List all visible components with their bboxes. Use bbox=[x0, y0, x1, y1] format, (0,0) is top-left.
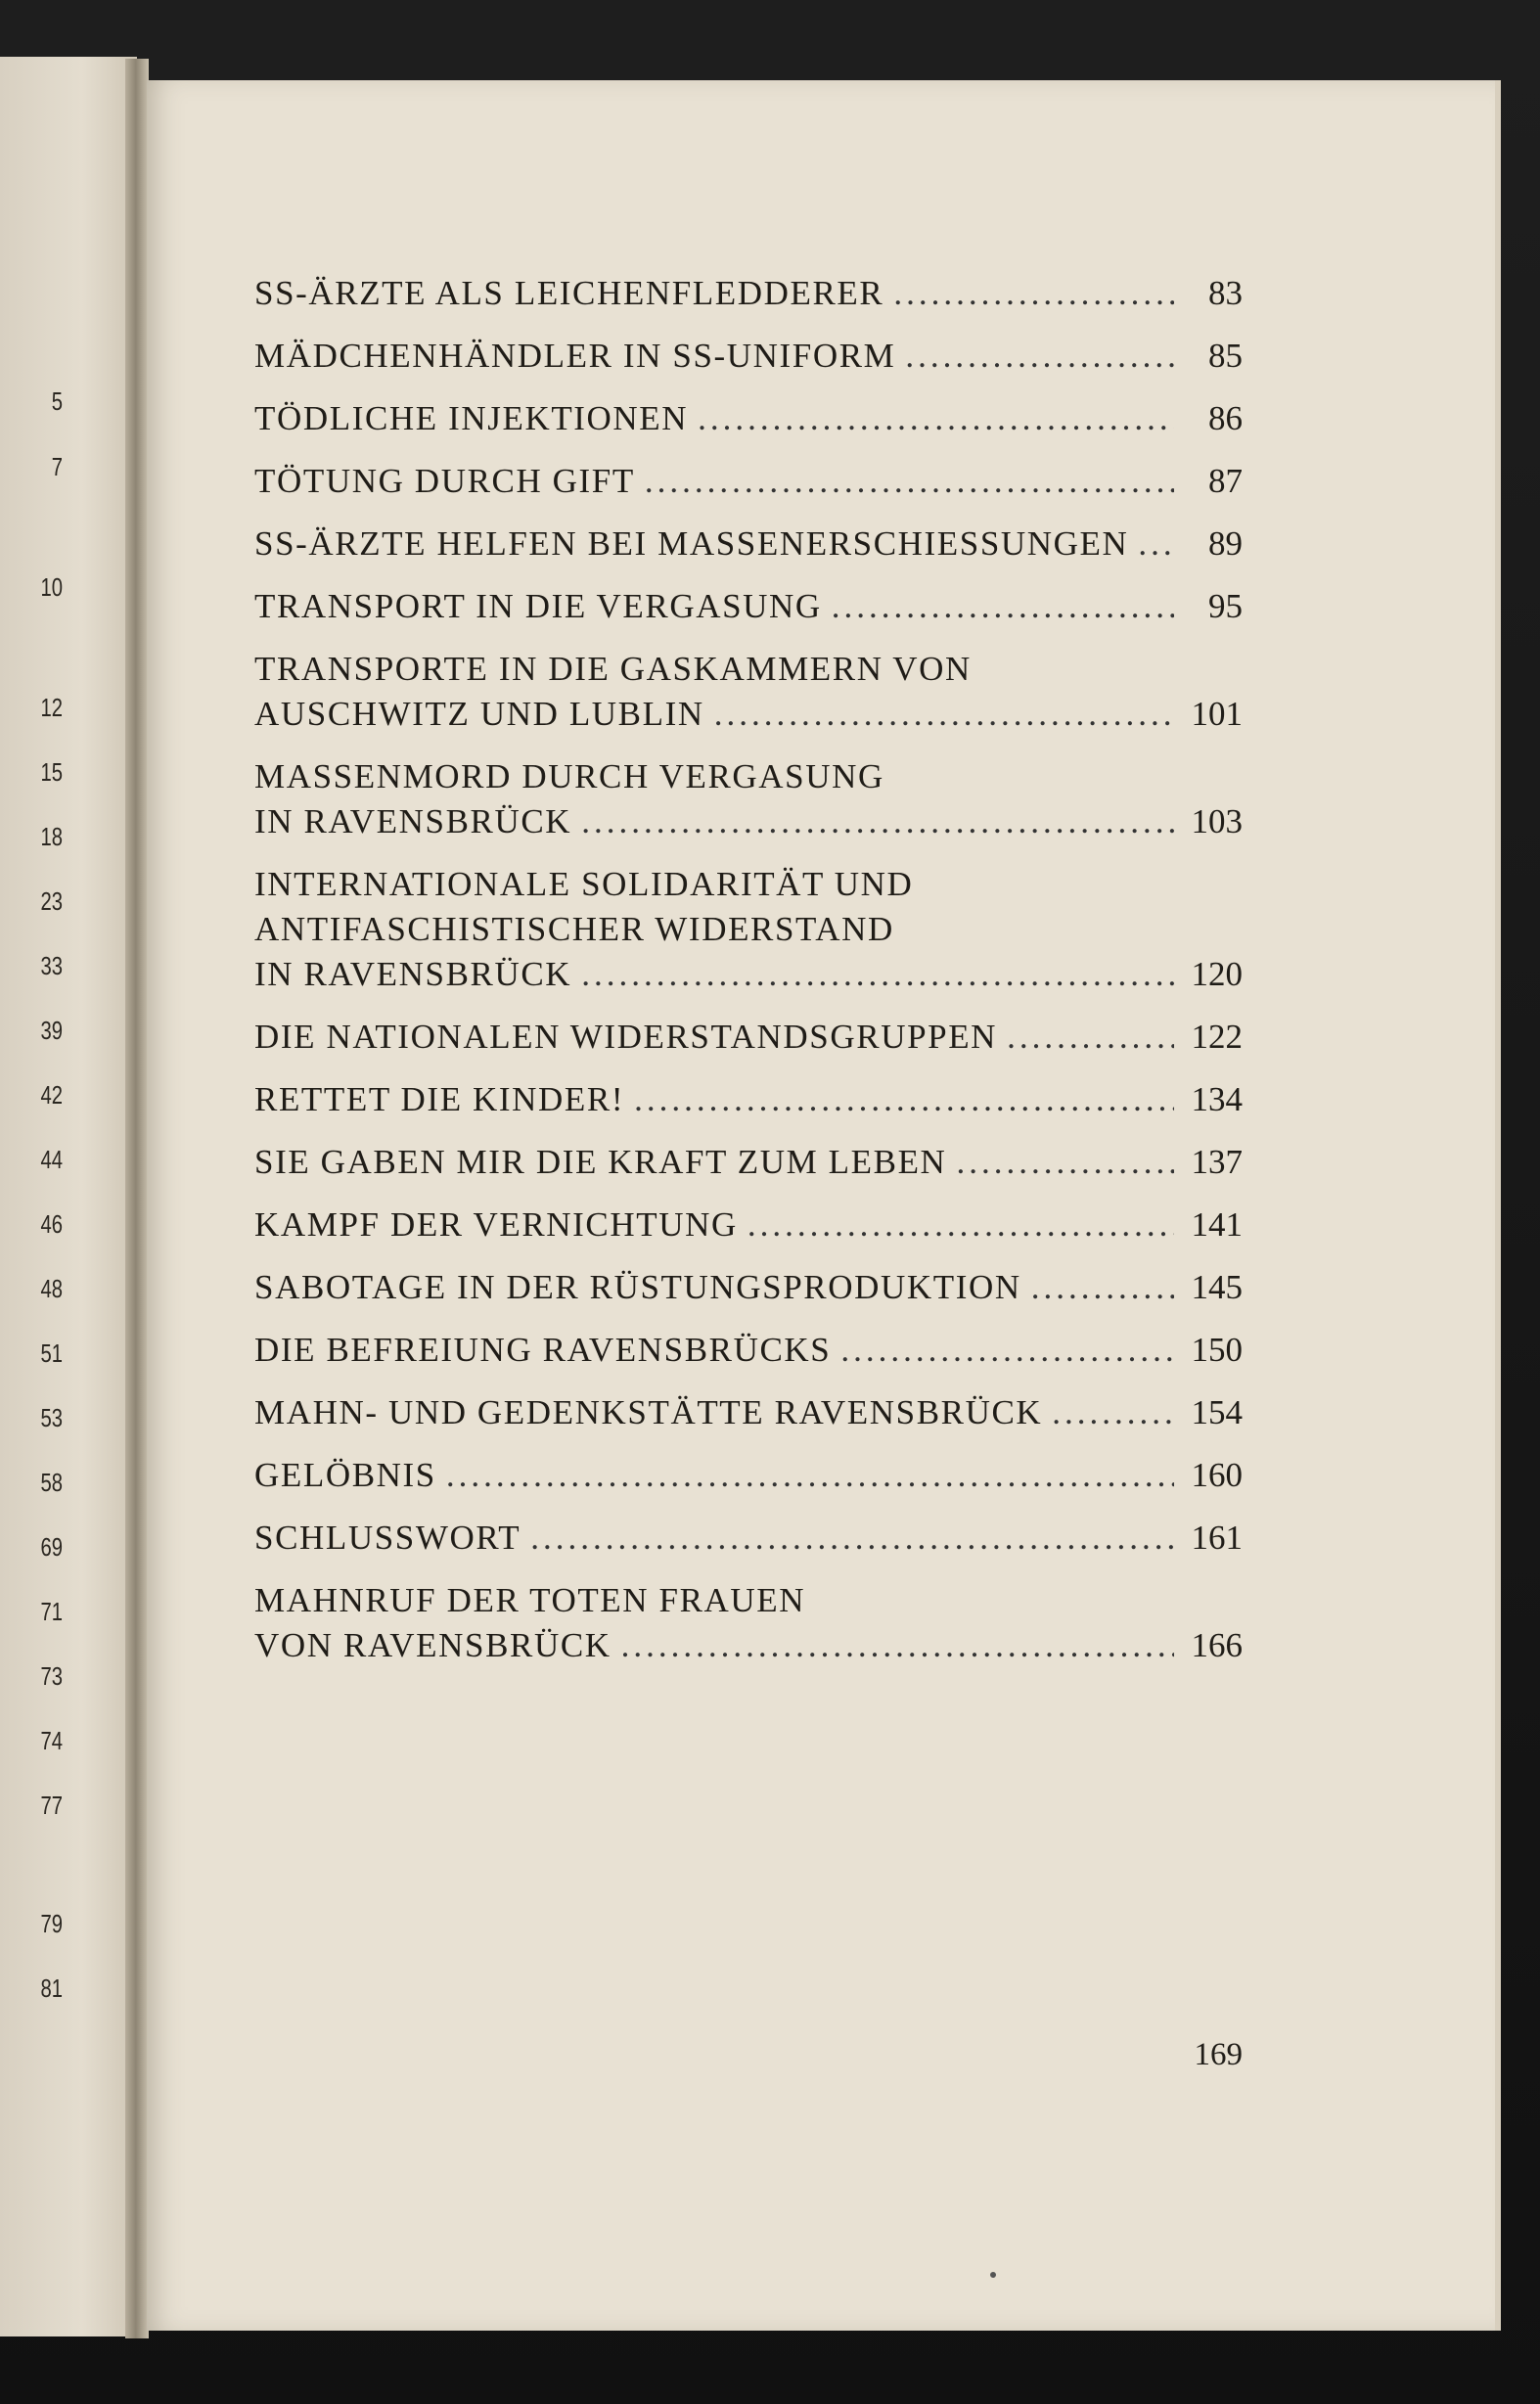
dot-leader bbox=[581, 952, 1174, 997]
toc-entry bbox=[254, 1015, 1243, 1060]
toc-page-number: 101 bbox=[1191, 695, 1243, 733]
toc-title: SS-ÄRZTE HELFEN BEI MASSENERSCHIESSUNGEN bbox=[254, 524, 1129, 563]
previous-page-number: 46 bbox=[40, 1209, 63, 1239]
toc-title: IN RAVENSBRÜCK bbox=[254, 802, 572, 840]
dot-leader bbox=[832, 584, 1174, 629]
toc-title: VON RAVENSBRÜCK bbox=[254, 1626, 611, 1664]
dot-leader bbox=[621, 1623, 1174, 1668]
toc-page-number: 145 bbox=[1191, 1268, 1243, 1306]
toc-title: ANTIFASCHISTISCHER WIDERSTAND bbox=[254, 910, 894, 948]
toc-title: AUSCHWITZ UND LUBLIN bbox=[254, 695, 704, 733]
toc-line bbox=[254, 1578, 1243, 1623]
previous-page-number: 42 bbox=[40, 1080, 63, 1110]
toc-entry bbox=[254, 1265, 1243, 1310]
toc-page-number: 120 bbox=[1191, 955, 1243, 993]
previous-page-number: 58 bbox=[40, 1468, 63, 1497]
toc-title: TRANSPORT IN DIE VERGASUNG bbox=[254, 587, 822, 625]
toc-title: SABOTAGE IN DER RÜSTUNGSPRODUKTION bbox=[254, 1268, 1021, 1306]
toc-title: KAMPF DER VERNICHTUNG bbox=[254, 1205, 738, 1244]
toc-entry bbox=[254, 1202, 1243, 1247]
toc-line bbox=[254, 1390, 1243, 1435]
toc-title: RETTET DIE KINDER! bbox=[254, 1080, 625, 1118]
dot-leader bbox=[634, 1077, 1174, 1122]
dot-leader bbox=[840, 1328, 1174, 1373]
toc-line bbox=[254, 754, 1243, 799]
dot-leader bbox=[714, 692, 1174, 737]
toc-line bbox=[254, 334, 1243, 379]
toc-entry bbox=[254, 1453, 1243, 1498]
toc-entry bbox=[254, 522, 1243, 567]
toc-page-number: 160 bbox=[1191, 1456, 1243, 1494]
toc-line bbox=[254, 1453, 1243, 1498]
toc-entry bbox=[254, 1390, 1243, 1435]
toc-page-number: 103 bbox=[1191, 802, 1243, 840]
toc-line bbox=[254, 584, 1243, 629]
previous-page-number: 15 bbox=[40, 757, 63, 787]
toc-page-number: 166 bbox=[1191, 1626, 1243, 1664]
dot-leader bbox=[698, 396, 1174, 441]
previous-page-number: 77 bbox=[40, 1791, 63, 1820]
toc-page-number: 89 bbox=[1208, 524, 1243, 563]
toc-line bbox=[254, 459, 1243, 504]
previous-page-number: 79 bbox=[40, 1909, 63, 1938]
dot-leader bbox=[956, 1140, 1174, 1185]
toc-line bbox=[254, 692, 1243, 737]
toc-line bbox=[254, 1015, 1243, 1060]
toc-title: SIE GABEN MIR DIE KRAFT ZUM LEBEN bbox=[254, 1143, 947, 1181]
toc-line bbox=[254, 522, 1243, 567]
toc-line bbox=[254, 1623, 1243, 1668]
toc-entry bbox=[254, 334, 1243, 379]
toc-title: MAHN- UND GEDENKSTÄTTE RAVENSBRÜCK bbox=[254, 1393, 1043, 1431]
previous-page-number: 69 bbox=[40, 1532, 63, 1562]
toc-title: SCHLUSSWORT bbox=[254, 1519, 521, 1557]
toc-line bbox=[254, 907, 1243, 952]
toc-line bbox=[254, 396, 1243, 441]
toc-title: TÖDLICHE INJEKTIONEN bbox=[254, 399, 689, 437]
toc-entry bbox=[254, 1578, 1243, 1668]
toc-title: IN RAVENSBRÜCK bbox=[254, 955, 572, 993]
toc-line bbox=[254, 271, 1243, 316]
dot-leader bbox=[1138, 522, 1174, 567]
toc-entry bbox=[254, 862, 1243, 997]
toc-entry bbox=[254, 459, 1243, 504]
previous-page-number: 53 bbox=[40, 1403, 63, 1432]
dot-leader bbox=[1052, 1390, 1174, 1435]
previous-page-number: 44 bbox=[40, 1145, 63, 1174]
toc-line bbox=[254, 1265, 1243, 1310]
toc-line bbox=[254, 1328, 1243, 1373]
previous-page-number: 5 bbox=[51, 386, 63, 416]
previous-page-number: 51 bbox=[40, 1338, 63, 1368]
toc-title: MASSENMORD DURCH VERGASUNG bbox=[254, 757, 884, 795]
dot-leader bbox=[905, 334, 1174, 379]
toc-page-number: 154 bbox=[1191, 1393, 1243, 1431]
toc-entry bbox=[254, 1077, 1243, 1122]
dot-leader bbox=[530, 1516, 1174, 1561]
previous-page-number: 12 bbox=[40, 693, 63, 722]
toc-title: SS-ÄRZTE ALS LEICHENFLEDDERER bbox=[254, 274, 884, 312]
dot-leader bbox=[893, 271, 1174, 316]
toc-title: GELÖBNIS bbox=[254, 1456, 436, 1494]
toc-title: TÖTUNG DURCH GIFT bbox=[254, 462, 635, 500]
toc-line bbox=[254, 1202, 1243, 1247]
dot-leader bbox=[1031, 1265, 1174, 1310]
previous-page-number: 33 bbox=[40, 951, 63, 980]
toc-page-number: 137 bbox=[1191, 1143, 1243, 1181]
previous-page-number: 10 bbox=[40, 572, 63, 602]
toc-entry bbox=[254, 271, 1243, 316]
toc-page-number: 161 bbox=[1191, 1519, 1243, 1557]
toc-title: DIE BEFREIUNG RAVENSBRÜCKS bbox=[254, 1331, 832, 1369]
toc-line bbox=[254, 799, 1243, 844]
toc-page-number: 95 bbox=[1208, 587, 1243, 625]
previous-page-number: 73 bbox=[40, 1661, 63, 1691]
toc-line bbox=[254, 1140, 1243, 1185]
dot-leader bbox=[1007, 1015, 1174, 1060]
previous-page-edge bbox=[0, 57, 137, 2336]
previous-page-number: 48 bbox=[40, 1274, 63, 1303]
toc-line bbox=[254, 1077, 1243, 1122]
previous-page-number: 39 bbox=[40, 1016, 63, 1045]
dot-leader bbox=[581, 799, 1174, 844]
toc-title: TRANSPORTE IN DIE GASKAMMERN VON bbox=[254, 650, 972, 688]
toc-title: MAHNRUF DER TOTEN FRAUEN bbox=[254, 1581, 806, 1619]
toc-line bbox=[254, 647, 1243, 692]
toc-line bbox=[254, 952, 1243, 997]
toc-entry bbox=[254, 584, 1243, 629]
paper-speck bbox=[990, 2272, 996, 2278]
toc-entry bbox=[254, 647, 1243, 737]
toc-page bbox=[147, 80, 1501, 2331]
previous-page-number: 71 bbox=[40, 1597, 63, 1626]
toc-title: INTERNATIONALE SOLIDARITÄT UND bbox=[254, 865, 914, 903]
previous-page-number: 7 bbox=[51, 452, 63, 481]
page-number: 169 bbox=[1194, 2037, 1243, 2072]
dot-leader bbox=[446, 1453, 1174, 1498]
toc-page-number: 85 bbox=[1208, 337, 1243, 375]
toc-page-number: 87 bbox=[1208, 462, 1243, 500]
dot-leader bbox=[645, 459, 1174, 504]
toc-page-number: 150 bbox=[1191, 1331, 1243, 1369]
previous-page-number: 74 bbox=[40, 1726, 63, 1755]
toc-entry bbox=[254, 1140, 1243, 1185]
toc-entry bbox=[254, 754, 1243, 844]
toc-entry bbox=[254, 396, 1243, 441]
previous-page-number: 18 bbox=[40, 822, 63, 851]
book-gutter bbox=[125, 59, 149, 2338]
toc-line bbox=[254, 862, 1243, 907]
previous-page-number: 81 bbox=[40, 1973, 63, 2003]
toc-title: DIE NATIONALEN WIDERSTANDSGRUPPEN bbox=[254, 1018, 998, 1056]
previous-page-number: 23 bbox=[40, 886, 63, 916]
dot-leader bbox=[747, 1202, 1174, 1247]
toc-page-number: 134 bbox=[1191, 1080, 1243, 1118]
toc-line bbox=[254, 1516, 1243, 1561]
toc-page-number: 122 bbox=[1191, 1018, 1243, 1056]
toc-page-number: 83 bbox=[1208, 274, 1243, 312]
toc-page-number: 141 bbox=[1191, 1205, 1243, 1244]
table-of-contents bbox=[254, 271, 1243, 1686]
toc-page-number: 86 bbox=[1208, 399, 1243, 437]
toc-entry bbox=[254, 1516, 1243, 1561]
toc-entry bbox=[254, 1328, 1243, 1373]
toc-title: MÄDCHENHÄNDLER IN SS-UNIFORM bbox=[254, 337, 896, 375]
